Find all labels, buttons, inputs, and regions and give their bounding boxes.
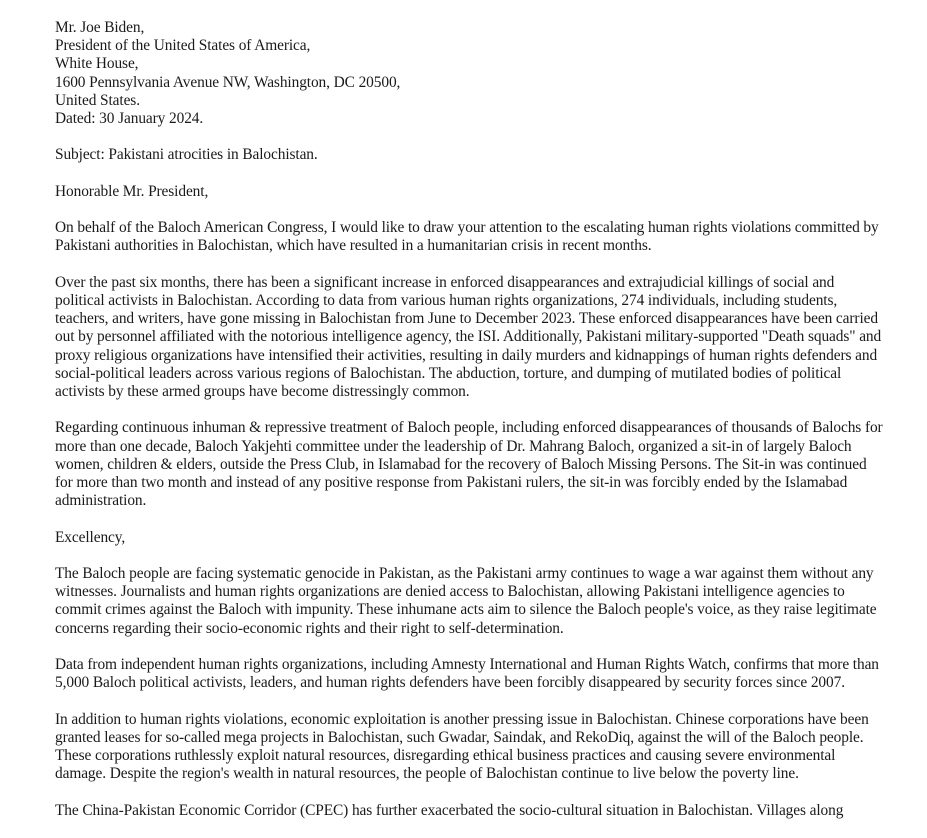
address-line-street: 1600 Pennsylvania Avenue NW, Washington, DC 20500,: [55, 73, 401, 91]
letter-page: [55, 19, 885, 838]
excellency-address: Excellency,: [55, 528, 126, 546]
body-paragraph: Over the past six months, there has been a significant increase in enforced disappearances and extrajudicial killings of social and political activists in Balochistan. According to data from various human rights organizations, 274 individuals, including students, teachers, and writers, have gone missing in Balochistan from June to December 2023. These enforced disappearances have been carried out by personnel affiliated with the notorious intelligence agency, the ISI. Additionally, Pakistani military-supported "Death squads" and proxy religious organizations have intensified their activities, resulting in daily murders and kidnappings of human rights defenders and social-political leaders across various regions of Balochistan. The abduction, torture, and dumping of mutilated bodies of political activists by these armed groups have become distressingly common.: [55, 273, 882, 400]
address-line-building: White House,: [55, 55, 139, 73]
body-paragraph: In addition to human rights violations, economic exploitation is another pressing issue in Balochistan. Chinese corporations have been granted leases for so-called mega projects in Balochistan, such Gwadar, Saindak, and RekoDiq, against the will of the Baloch people. These corporations ruthlessly exploit natural resources, disregarding ethical business practices and causing severe environmental damage. Despite the region's wealth in natural resources, the people of Balochistan continue to live below the poverty line.: [55, 710, 869, 783]
address-line-recipient-name: Mr. Joe Biden,: [55, 19, 145, 36]
address-line-title: President of the United States of America,: [55, 37, 311, 55]
letter-subject: Subject: Pakistani atrocities in Balochistan.: [55, 146, 318, 164]
body-paragraph: On behalf of the Baloch American Congress, I would like to draw your attention to the escalating human rights violations committed by Pakistani authorities in Balochistan, which have resulted in a humanitarian crisis in recent months.: [55, 219, 879, 255]
body-paragraph: Regarding continuous inhuman & repressive treatment of Baloch people, including enforced disappearances of thousands of Balochs for more than one decade, Baloch Yakjehti committee under the leadership of Dr. Mahrang Baloch, organized a sit-in of largely Baloch women, children & elders, outside the Press Club, in Islamabad for the recovery of Baloch Missing Persons. The Sit-in was continued for more than two month and instead of any positive response from Pakistani rulers, the sit-in was forcibly ended by the Islamabad administration.: [55, 419, 883, 510]
body-paragraph-truncated: The China-Pakistan Economic Corridor (CPEC) has further exacerbated the socio-cultural situation in Balochistan. Villages along: [55, 801, 844, 819]
body-paragraph: Data from independent human rights organizations, including Amnesty International and Human Rights Watch, confirms that more than 5,000 Baloch political activists, leaders, and human rights defenders have been forcibly disappeared by security forces since 2007.: [55, 655, 879, 692]
letter-salutation: Honorable Mr. President,: [55, 182, 209, 200]
body-paragraph: The Baloch people are facing systematic genocide in Pakistan, as the Pakistani army continues to wage a war against them without any witnesses. Journalists and human rights organizations are denied access to Balochistan, allowing Pakistani intelligence agencies to commit crimes against the Baloch with impunity. These inhumane acts aim to silence the Baloch people's voice, as they raise legitimate concerns regarding their socio-economic rights and their right to self-determination.: [55, 564, 877, 637]
address-line-country: United States.: [55, 91, 140, 109]
recipient-address: [55, 19, 885, 128]
letter-date: Dated: 30 January 2024.: [55, 110, 204, 128]
